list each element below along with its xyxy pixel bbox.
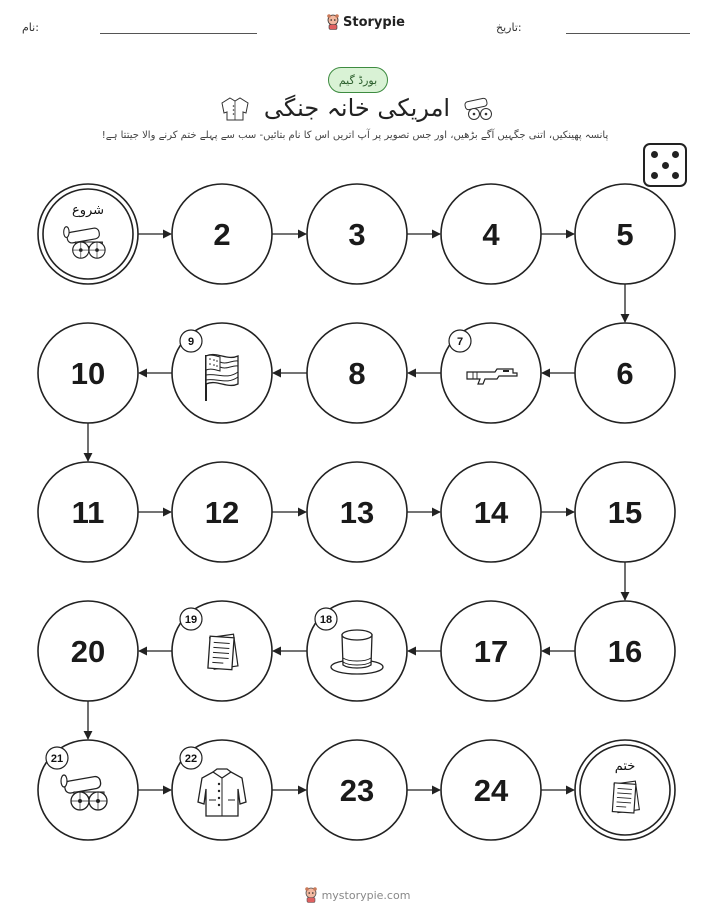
board-square-6[interactable] <box>575 323 675 423</box>
page-title: امریکی خانہ جنگی <box>263 94 451 122</box>
board-square-9[interactable] <box>172 323 272 423</box>
date-label: تاریخ: <box>496 21 522 34</box>
board-square-7[interactable] <box>441 323 541 423</box>
square-number: 14 <box>473 495 509 530</box>
board-square-23[interactable] <box>307 740 407 840</box>
board-square-12[interactable] <box>172 462 272 562</box>
footer-site: mystorypie.com <box>321 888 411 902</box>
square-number: 17 <box>473 634 509 669</box>
board-square-14[interactable] <box>441 462 541 562</box>
board-square-24[interactable] <box>441 740 541 840</box>
square-number: 15 <box>607 495 643 530</box>
square-number: 23 <box>339 773 375 808</box>
board-square-1[interactable] <box>38 184 138 284</box>
name-label: نام: <box>22 21 39 34</box>
square-number: 13 <box>339 495 375 530</box>
badge-number: 22 <box>184 753 198 765</box>
square-number: 16 <box>607 634 643 669</box>
board-game-tag: بورڈ گیم <box>328 67 388 93</box>
square-number: 12 <box>204 495 240 530</box>
board-square-5[interactable] <box>575 184 675 284</box>
badge-number: 19 <box>184 614 198 626</box>
square-number: 10 <box>70 356 106 391</box>
square-number: 2 <box>213 217 231 252</box>
board-square-2[interactable] <box>172 184 272 284</box>
square-number: 20 <box>70 634 106 669</box>
badge-number: 9 <box>187 336 195 348</box>
badge-number: 18 <box>319 614 333 626</box>
document-icon <box>612 781 639 813</box>
board-square-11[interactable] <box>38 462 138 562</box>
brand-name: Storypie <box>343 14 405 30</box>
board-square-25[interactable] <box>575 740 675 840</box>
finish-label: ختم <box>614 759 636 774</box>
footer <box>0 887 714 903</box>
instructions: پانسہ پھینکیں، اتنی جگہیں آگے بڑھیں، اور جس تصویر پر آپ اتریں اس کا نام بتائیں- سب سے پہلے ختم کرنے والا جیتتا ہے! <box>101 130 609 141</box>
board-square-3[interactable] <box>307 184 407 284</box>
square-number: 4 <box>482 217 500 252</box>
document-icon <box>208 634 238 670</box>
board-square-10[interactable] <box>38 323 138 423</box>
start-label: شروع <box>71 203 105 218</box>
board-square-19[interactable] <box>172 601 272 701</box>
board-square-15[interactable] <box>575 462 675 562</box>
square-number: 11 <box>71 495 105 530</box>
badge-number: 7 <box>456 336 464 348</box>
board-square-4[interactable] <box>441 184 541 284</box>
badge-number: 21 <box>50 753 64 765</box>
square-number: 3 <box>348 217 366 252</box>
square-number: 8 <box>348 356 366 391</box>
square-number: 24 <box>473 773 509 808</box>
square-number: 6 <box>616 356 634 391</box>
storypie-mascot-icon <box>304 887 318 903</box>
board-square-21[interactable] <box>38 740 138 840</box>
board-square-20[interactable] <box>38 601 138 701</box>
board-square-17[interactable] <box>441 601 541 701</box>
board-square-22[interactable] <box>172 740 272 840</box>
board-square-8[interactable] <box>307 323 407 423</box>
board-square-13[interactable] <box>307 462 407 562</box>
board-square-16[interactable] <box>575 601 675 701</box>
board-square-18[interactable] <box>307 601 407 701</box>
square-number: 5 <box>616 217 634 252</box>
